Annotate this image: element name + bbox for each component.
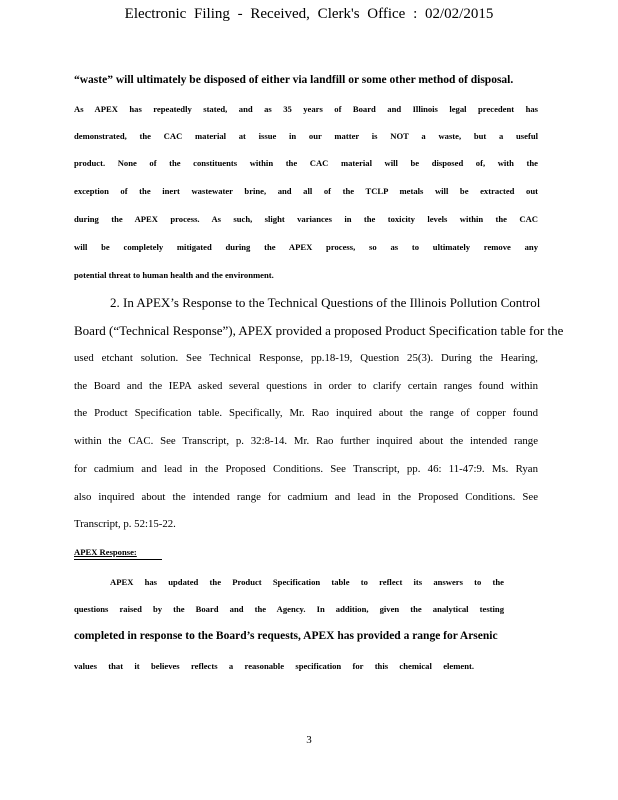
text-line: Board (“Technical Response”), APEX provided a proposed Product Specification table for the	[74, 323, 564, 338]
text-line: the Board and the IEPA asked several questions in order to clarify certain ranges found within	[74, 380, 538, 392]
text-line: during the APEX process. As such, slight variances in the toxicity levels within the CAC	[74, 214, 538, 224]
text-line: also inquired about the intended range for cadmium and lead in the Proposed Conditions. See	[74, 491, 538, 503]
text-line: demonstrated, the CAC material at issue in our matter is NOT a waste, but a useful	[74, 131, 538, 141]
text-line: product. None of the constituents within the CAC material will be disposed of, with the	[74, 158, 538, 168]
text-line: completed in response to the Board’s requests, APEX has provided a range for Arsenic	[74, 630, 498, 642]
text-line: within the CAC. See Transcript, p. 32:8-14. Mr. Rao further inquired about the intended range	[74, 435, 538, 447]
text-line: questions raised by the Board and the Agency. In addition, given the analytical testing	[74, 604, 504, 614]
text-line: the Product Specification table. Specifically, Mr. Rao inquired about the range of copper found	[74, 407, 538, 419]
text-line: Transcript, p. 52:15-22.	[74, 518, 176, 530]
heading-underline	[74, 559, 162, 560]
text-line: As APEX has repeatedly stated, and as 35 years of Board and Illinois legal precedent has	[74, 104, 538, 114]
text-line: will be completely mitigated during the APEX process, so as to ultimately remove any	[74, 242, 538, 252]
text-line: used etchant solution. See Technical Response, pp.18-19, Question 25(3). During the Hearing,	[74, 352, 538, 364]
apex-response-heading: APEX Response:	[74, 547, 137, 557]
text-line: for cadmium and lead in the Proposed Conditions. See Transcript, pp. 46: 11-47:9. Ms. Ryan	[74, 463, 538, 475]
text-line: “waste” will ultimately be disposed of either via landfill or some other method of disposal.	[74, 74, 514, 86]
text-line: potential threat to human health and the environment.	[74, 270, 274, 280]
page-number: 3	[306, 734, 312, 746]
text-line: exception of the inert wastewater brine, and all of the TCLP metals will be extracted out	[74, 186, 538, 196]
filing-header: Electronic Filing - Received, Clerk's Office : 02/02/2015	[124, 6, 494, 22]
response-paragraph-start: APEX has updated the Product Specification table to reflect its answers to the	[110, 577, 504, 587]
paragraph-2-start: 2. In APEX’s Response to the Technical Questions of the Illinois Pollution Control	[110, 295, 541, 310]
text-line: values that it believes reflects a reasonable specification for this chemical element.	[74, 661, 474, 671]
